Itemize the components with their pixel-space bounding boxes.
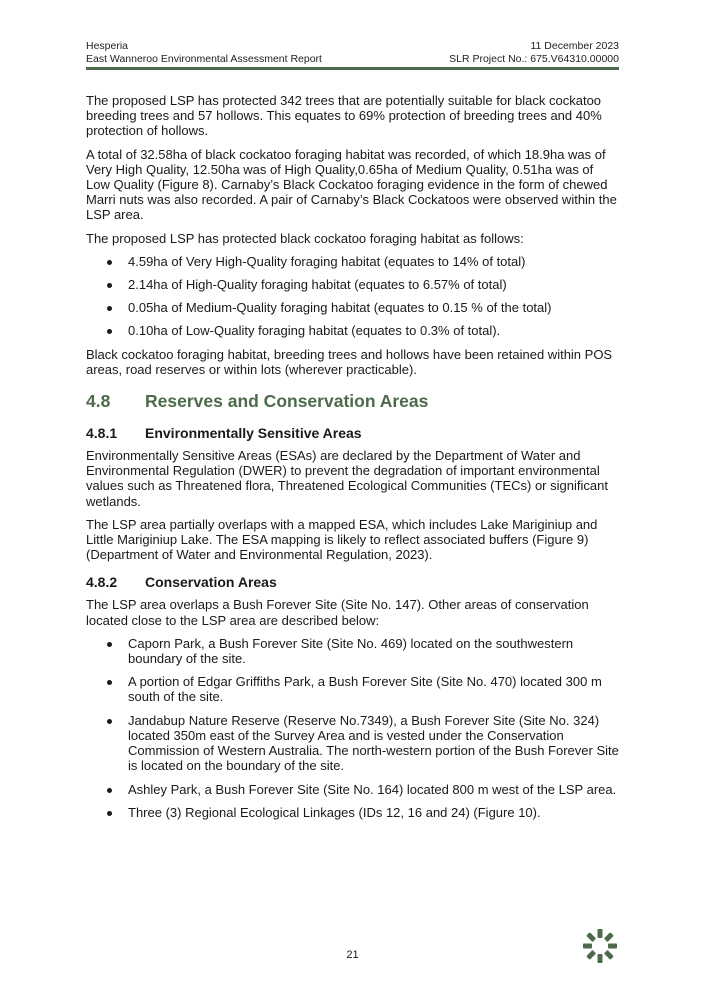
header-client: Hesperia xyxy=(86,40,129,52)
list-item: Caporn Park, a Bush Forever Site (Site No. 469) located on the southwestern boundary of the site. xyxy=(86,636,619,666)
intro-paragraph-4: Black cockatoo foraging habitat, breeding trees and hollows have been retained within POS areas, road reserves or within lots (wherever practicable). xyxy=(86,346,613,377)
page-header xyxy=(86,40,619,66)
list-item: 0.05ha of Medium-Quality foraging habitat (equates to 0.15 % of the total) xyxy=(86,300,619,315)
esa-paragraph-2: The LSP area partially overlaps with a mapped ESA, which includes Lake Mariginiup and Little Mariginiup Lake. The ESA mapping is likely to reflect associated buffers (Figure 9) (Department of Water and Environmental Regulation, 2023). xyxy=(86,516,598,563)
subsection-title: Conservation Areas xyxy=(145,574,277,591)
section-heading xyxy=(86,391,619,411)
subsection-heading-esa xyxy=(86,425,619,442)
subsection-heading-conservation xyxy=(86,574,619,591)
list-item: Ashley Park, a Bush Forever Site (Site No. 164) located 800 m west of the LSP area. xyxy=(86,782,619,797)
header-project-no: SLR Project No.: 675.V64310.00000 xyxy=(449,53,619,65)
section-title: Reserves and Conservation Areas xyxy=(145,391,429,412)
subsection-number: 4.8.2 xyxy=(86,574,118,591)
intro-paragraph-3: The proposed LSP has protected black cockatoo foraging habitat as follows: xyxy=(86,230,524,246)
conservation-paragraph-1: The LSP area overlaps a Bush Forever Site (Site No. 147). Other areas of conservation located close to the LSP area are described below: xyxy=(86,597,589,628)
list-item: Jandabup Nature Reserve (Reserve No.7349), a Bush Forever Site (Site No. 324) located 350m east of the Survey Area and is vested under the Conservation Commission of Western Australia. The north-western portion of the Bush Forever Site is located on the boundary of the site. xyxy=(86,713,619,774)
conservation-areas-list xyxy=(86,636,619,820)
foraging-habitat-list xyxy=(86,254,619,339)
header-rule xyxy=(86,67,619,70)
list-item: A portion of Edgar Griffiths Park, a Bush Forever Site (Site No. 470) located 300 m south of the site. xyxy=(86,674,619,704)
list-item: 4.59ha of Very High-Quality foraging habitat (equates to 14% of total) xyxy=(86,254,619,269)
header-date: 11 December 2023 xyxy=(530,40,619,52)
list-item: 2.14ha of High-Quality foraging habitat (equates to 6.57% of total) xyxy=(86,277,619,292)
section-number: 4.8 xyxy=(86,391,111,412)
intro-paragraph-1: The proposed LSP has protected 342 trees that are potentially suitable for black cockatoo breeding trees and 57 hollows. This equates to 69% protection of breeding trees and 40% protection of hollows. xyxy=(86,93,602,139)
list-item: 0.10ha of Low-Quality foraging habitat (equates to 0.3% of total). xyxy=(86,323,619,338)
page-body xyxy=(86,93,619,828)
list-item: Three (3) Regional Ecological Linkages (IDs 12, 16 and 24) (Figure 10). xyxy=(86,805,619,820)
subsection-title: Environmentally Sensitive Areas xyxy=(145,425,362,442)
subsection-number: 4.8.1 xyxy=(86,425,118,442)
header-report-title: East Wanneroo Environmental Assessment Report xyxy=(86,53,322,65)
page-number: 21 xyxy=(346,949,359,961)
esa-paragraph-1: Environmentally Sensitive Areas (ESAs) are declared by the Department of Water and Environmental Regulation (DWER) to prevent the degradation of important environmental values such as Threatened flora, Threatened Ecological Communities (TECs) or significant wetlands. xyxy=(86,448,608,509)
intro-paragraph-2: A total of 32.58ha of black cockatoo foraging habitat was recorded, of which 18.9ha was of Very High Quality, 12.50ha was of High Quality,0.65ha of Medium Quality, 0.51ha was of Low Quality (Figure 8). Carnaby’s Black Cockatoo foraging evidence in the form of chewed Marri nuts was also recorded. A pair of Carnaby’s Black Cockatoos were observed within the LSP area. xyxy=(86,146,617,223)
slr-logo-icon xyxy=(583,929,617,963)
